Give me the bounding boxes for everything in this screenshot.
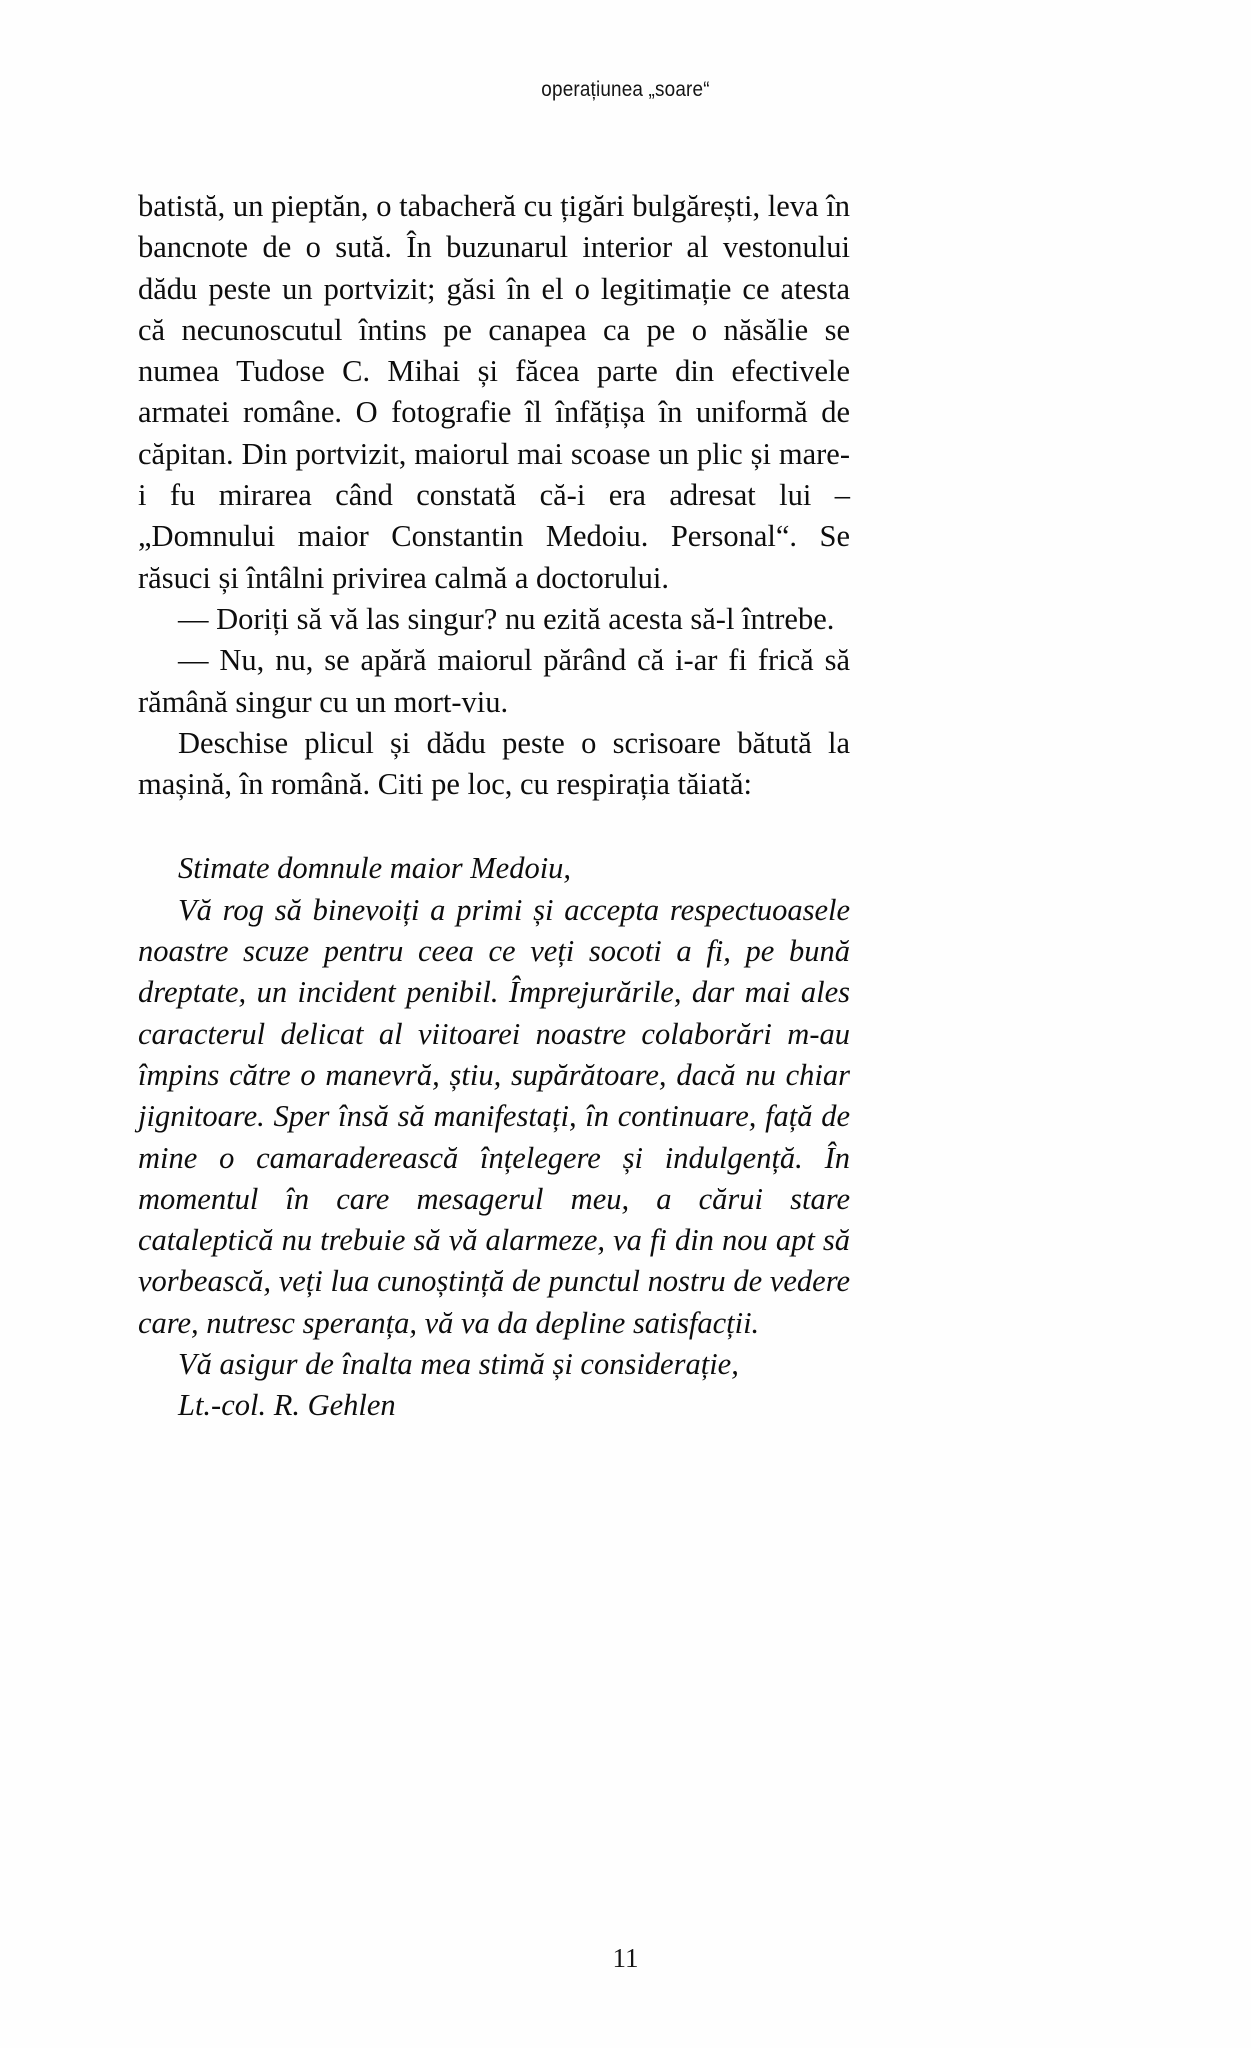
dialogue-doctor: — Doriți să vă las singur? nu ezită acesta să-l întrebe.	[178, 601, 835, 636]
letter-body: Vă rog să binevoiți a primi și accepta respectuoasele noastre scuze pentru ceea ce veți socoti a fi, pe bună dreptate, un incident penibil. Împrejurările, dar mai ales caracterul delicat al viitoarei noastre colaborări m-au împins către o manevră, știu, supărătoare, dacă nu chiar jignitoare. Sper însă să manifestați, în continuare, față de mine o camaraderească înțelegere și indulgență. În momentul în care mesagerul meu, a cărui stare cataleptică nu trebuie să vă alarmeze, va fi din nou apt să vorbească, veți lua cunoștință de punctul nostru de vedere care, nutresc speranța, vă va da depline satisfacții.	[138, 892, 850, 1340]
running-head: operațiunea „soare“	[541, 78, 710, 101]
page-number: 11	[612, 1943, 639, 1973]
paragraph-pockets: batistă, un pieptăn, o tabacheră cu țigări bulgărești, leva în bancnote de o sută. În buzunarul interior al vestonului dădu peste un portvizit; găsi în el o legitimație ce atesta că necunoscutul întins pe canapea ca pe o năsălie se numea Tudose C. Mihai și făcea parte din efectivele armatei române. O fotografie îl înfățișa în uniformă de căpitan. Din portvizit, maiorul mai scoase un plic și mare-i fu mirarea când constată că-i era adresat lui – „Domnului maior Constantin Medoiu. Personal“. Se răsuci și întâlni privirea calmă a doctorului.	[138, 189, 850, 595]
dialogue-major: — Nu, nu, se apără maiorul părând că i-ar fi frică să rămână singur cu un mort-viu.	[138, 643, 850, 719]
letter-closing: Vă asigur de înalta mea stimă și considerație,	[178, 1347, 739, 1382]
letter-salutation: Stimate domnule maior Medoiu,	[178, 851, 572, 886]
text-block	[138, 186, 850, 1427]
paragraph-opened-letter: Deschise plicul și dădu peste o scrisoare bătută la mașină, în română. Citi pe loc, cu respirația tăiată:	[138, 725, 850, 802]
letter-signature: Lt.-col. R. Gehlen	[178, 1388, 396, 1423]
inset-letter	[138, 848, 850, 1426]
